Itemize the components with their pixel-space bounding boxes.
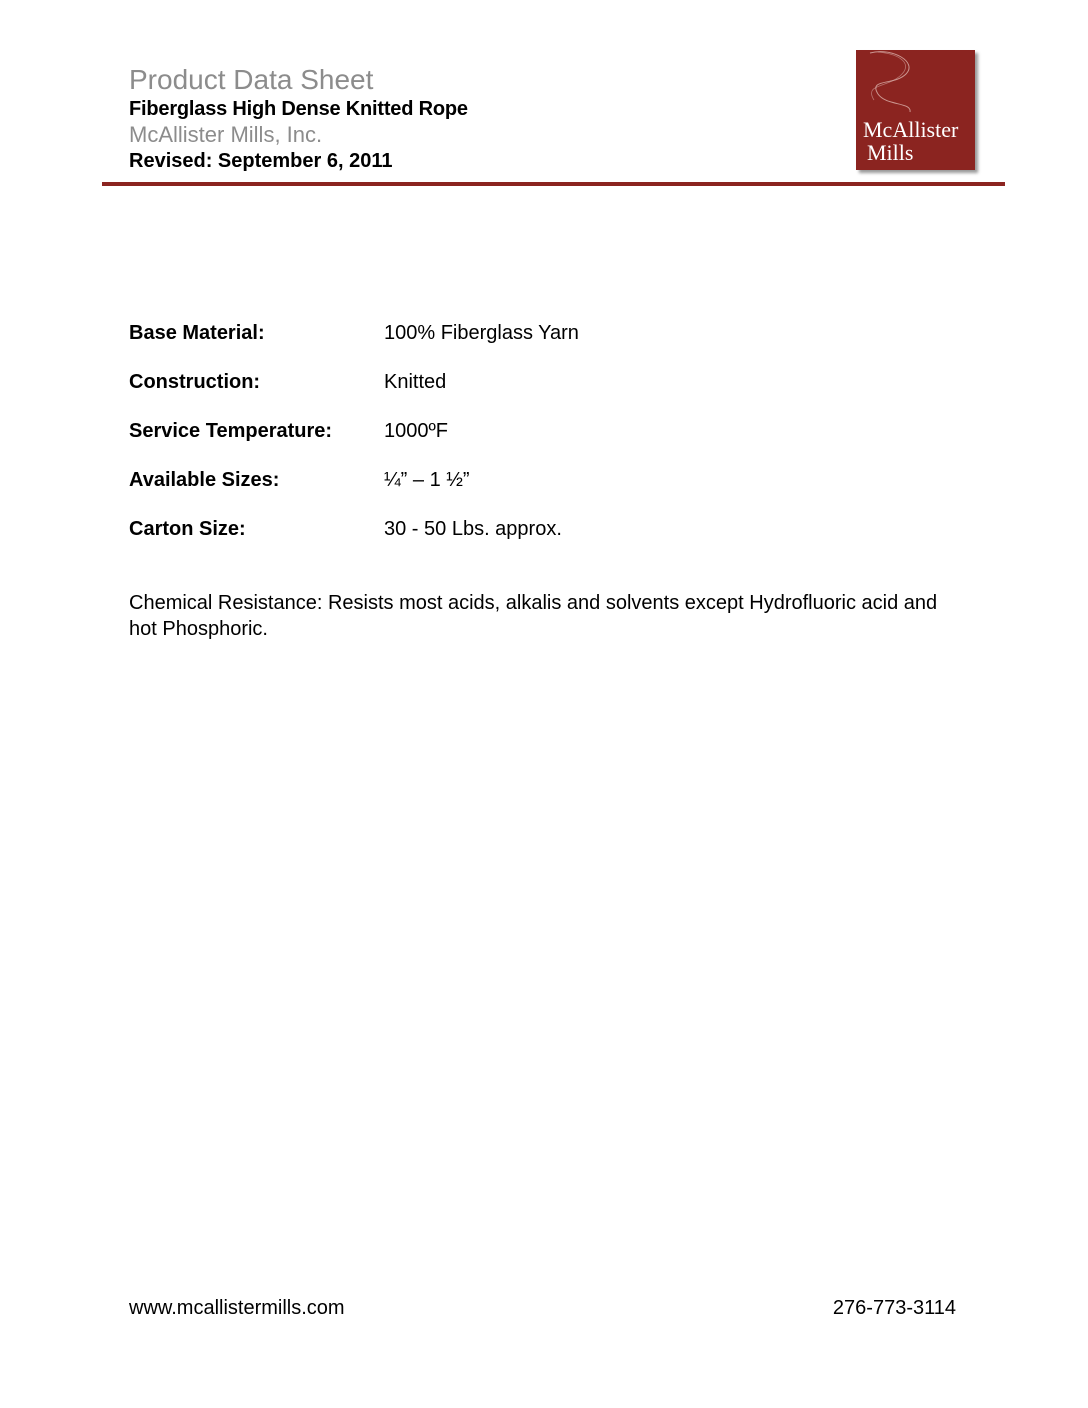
company-logo [856,50,975,170]
logo-text-line1: McAllister [863,117,959,142]
product-name: Fiberglass High Dense Knitted Rope [129,98,468,120]
spec-value: 1000ºF [384,420,449,442]
spec-value: Knitted [384,371,447,393]
spec-row-carton-size [129,516,989,565]
spec-row-base-material [129,320,989,369]
spec-value: ¼” – 1 ½” [384,469,470,491]
spec-label: Available Sizes: [129,469,280,491]
logo-text-line2: Mills [867,140,914,165]
spec-label: Construction: [129,371,261,393]
company-name: McAllister Mills, Inc. [129,122,323,147]
spec-label: Service Temperature: [129,420,333,442]
spec-row-construction [129,369,989,418]
spec-label: Carton Size: [129,518,246,540]
phone-number: 276-773-3114 [832,1297,956,1319]
spec-label: Base Material: [129,322,265,344]
header-divider [102,182,1005,186]
spec-value: 30 - 50 Lbs. approx. [384,518,562,540]
chemical-resistance-note: Chemical Resistance: Resists most acids, alkalis and solvents except Hydrofluoric acid and hot Phosphoric. [129,592,938,640]
revision-date: Revised: September 6, 2011 [129,150,393,172]
website-link[interactable]: www.mcallistermills.com [129,1297,345,1319]
document-header [129,64,829,174]
spec-row-service-temperature [129,418,989,467]
spec-row-available-sizes [129,467,989,516]
spec-value: 100% Fiberglass Yarn [384,322,579,344]
spec-list [129,320,989,565]
document-title: Product Data Sheet [129,64,374,95]
